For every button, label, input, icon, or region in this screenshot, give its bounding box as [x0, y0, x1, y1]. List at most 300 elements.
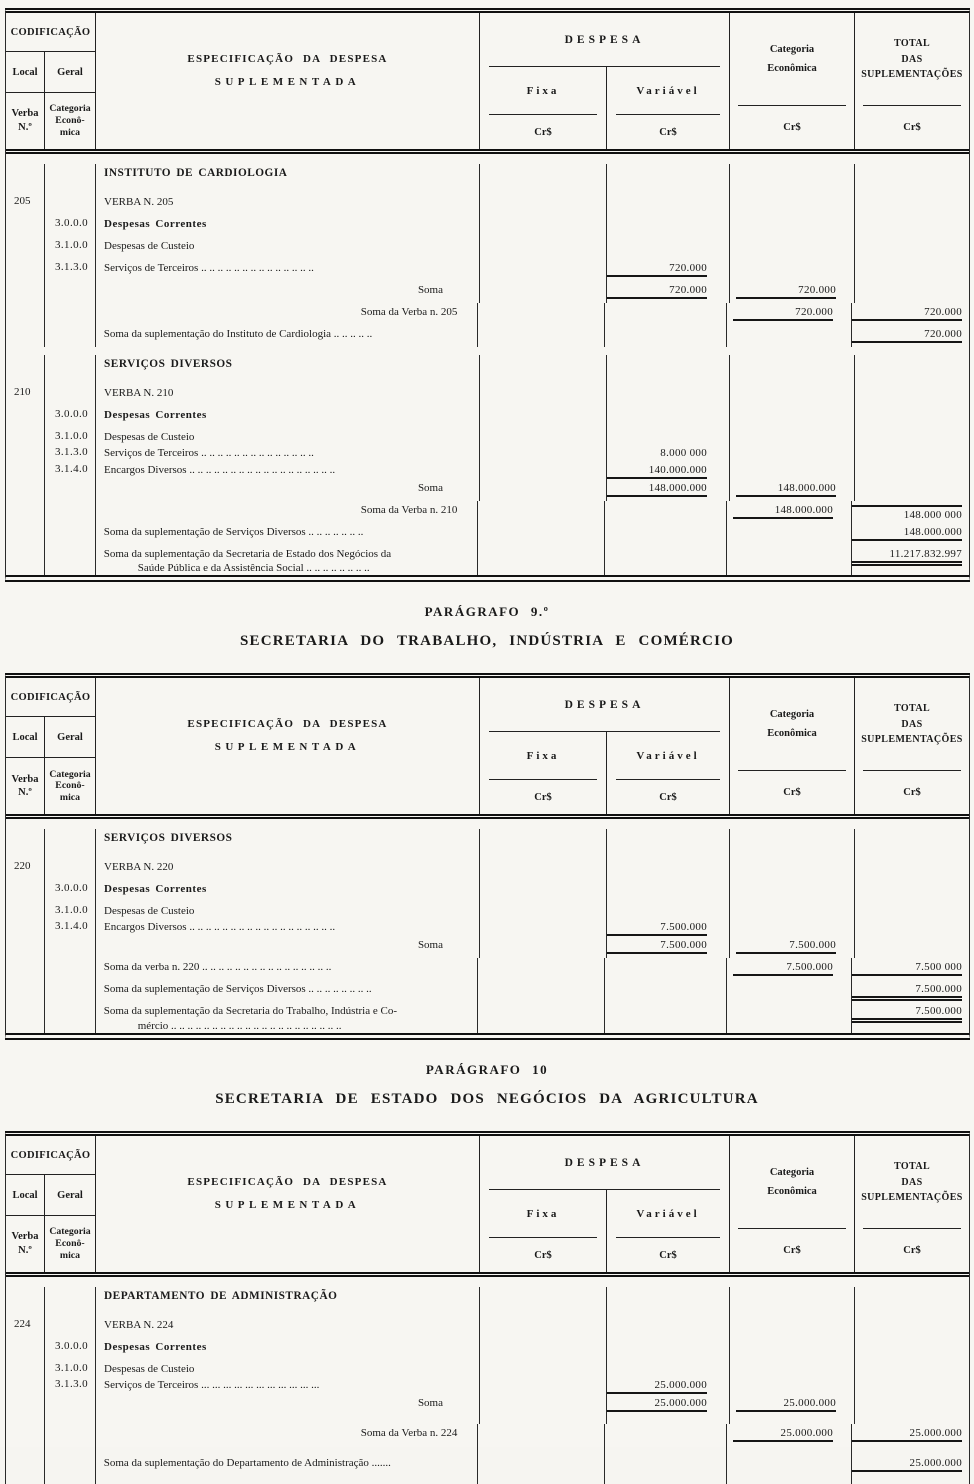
especificacao-cell	[96, 858, 480, 880]
especificacao-text: Despesas Correntes	[104, 883, 207, 896]
amount-cell-fixa	[480, 936, 607, 958]
amount-cell-total	[855, 1316, 969, 1338]
despesa-header-group	[480, 1136, 730, 1272]
especificacao-cell	[96, 479, 480, 501]
amount-cell-variavel	[605, 501, 728, 523]
especificacao-text: Encargos Diversos .. .. .. .. .. .. .. .. .. .. .. .. .. .. .. .. .. ..	[104, 921, 336, 934]
amount-cell-variavel	[607, 829, 730, 858]
currency-label: Cr$	[783, 122, 801, 133]
amount-cell-variavel	[605, 1424, 728, 1454]
amount-cell-total	[855, 902, 969, 918]
amount-cell-total	[855, 1394, 969, 1424]
especificacao-text: Serviços de Terceiros ... ... ... ... ... ... ... ... ... ... ...	[104, 1379, 320, 1392]
especificacao-text: DEPARTAMENTO DE ADMINISTRAÇÃO	[104, 1290, 338, 1303]
table-row	[6, 523, 969, 545]
categoria-code-cell	[45, 479, 96, 501]
amount-cell-fixa	[480, 461, 607, 479]
amount-cell-categoria	[730, 1360, 855, 1376]
amount-cell-fixa	[478, 958, 605, 980]
especificacao-cell	[96, 406, 480, 428]
categoria-code-cell	[45, 1316, 96, 1338]
fixa-label: Fixa	[480, 732, 607, 780]
table-row	[6, 428, 969, 444]
amount-cell-variavel	[607, 479, 730, 501]
despesa-header-group	[480, 678, 730, 814]
amount-cell-total	[855, 880, 969, 902]
amount-cell-variavel	[607, 444, 730, 460]
categoria-code-cell: 3.0.0.0	[45, 406, 96, 428]
amount-cell-variavel	[607, 1394, 730, 1424]
categoria-code-cell	[45, 858, 96, 880]
verba-number-cell	[6, 1454, 45, 1484]
categoria-code-cell	[45, 545, 96, 576]
amount-cell-total	[855, 406, 969, 428]
amount-cell-categoria	[727, 501, 852, 523]
amount-cell-fixa	[480, 444, 607, 460]
categoria-code-cell: 3.1.0.0	[45, 1360, 96, 1376]
verba-number-cell	[6, 1002, 45, 1033]
especificacao-cell	[96, 501, 479, 523]
especificacao-cell	[96, 936, 480, 958]
amount-cell-variavel	[607, 428, 730, 444]
amount-cell-categoria	[727, 958, 852, 980]
especificacao-text: SERVIÇOS DIVERSOS	[104, 832, 233, 845]
especificacao-text: Soma da verba n. 220 .. .. .. .. .. .. .. .. .. .. .. .. .. .. .. ..	[103, 961, 332, 974]
table-row	[6, 259, 969, 281]
amount-cell-total	[852, 325, 969, 347]
amount-variavel: 720.000	[607, 284, 707, 299]
verba-number-cell	[6, 237, 45, 259]
categoria-code-cell: 3.1.0.0	[45, 902, 96, 918]
amount-categoria: 148.000.000	[733, 504, 833, 519]
verba-num-label: Verba N.º	[6, 1216, 45, 1272]
amount-cell-total	[852, 1424, 969, 1454]
geral-label: Geral	[57, 731, 83, 743]
total-suplementacoes-label: TOTAL DAS SUPLEMENTAÇÕES	[855, 1136, 969, 1229]
currency-label: Cr$	[783, 1245, 801, 1257]
table-row	[6, 193, 969, 215]
table-row	[6, 545, 969, 576]
codificacao-column-group	[6, 678, 96, 814]
categoria-economica-sub-label: Categoria Econô- mica	[49, 768, 91, 804]
categoria-economica-label: Categoria Econômica	[730, 13, 854, 106]
amount-cell-fixa	[480, 164, 607, 193]
codificacao-column-group	[6, 1136, 96, 1272]
verba-number-cell	[6, 545, 45, 576]
table-row	[6, 858, 969, 880]
table-row	[6, 325, 969, 347]
amount-cell-categoria	[730, 829, 855, 858]
table-row	[6, 303, 969, 325]
categoria-code-cell: 3.1.3.0	[45, 444, 96, 460]
especificacao-text-continued: Saúde Pública e da Assistência Social .. .. .. .. .. .. .. ..	[137, 561, 370, 574]
amount-cell-fixa	[480, 1287, 607, 1316]
especificacao-text: Soma da Verba n. 224	[360, 1427, 458, 1440]
amount-cell-categoria	[730, 918, 855, 936]
amount-cell-fixa	[478, 1002, 605, 1033]
currency-label: Cr$	[659, 791, 677, 803]
categoria-economica-header	[730, 1136, 855, 1272]
amount-cell-total	[852, 1454, 969, 1484]
amount-cell-variavel	[607, 406, 730, 428]
amount-cell-categoria	[727, 325, 852, 347]
amount-cell-total	[855, 479, 969, 501]
especificacao-cell	[96, 980, 479, 1002]
categoria-code-cell	[45, 523, 96, 545]
amount-cell-fixa	[478, 1454, 605, 1484]
amount-cell-total	[855, 1338, 969, 1360]
amount-variavel: 7.500.000	[607, 939, 707, 954]
especificacao-text: Soma da suplementação da Secretaria do Trabalho, Indústria e Co-	[103, 1005, 398, 1018]
table-row	[6, 384, 969, 406]
amount-cell-categoria	[730, 164, 855, 193]
amount-cell-variavel	[607, 384, 730, 406]
amount-cell-total	[852, 958, 969, 980]
categoria-economica-label: Categoria Econômica	[730, 678, 854, 771]
especificacao-text: SERVIÇOS DIVERSOS	[104, 358, 233, 370]
categoria-code-cell	[45, 1002, 96, 1033]
especificacao-header: ESPECIFICAÇÃO DA DESPESA SUPLEMENTADA	[96, 13, 480, 149]
especificacao-cell	[96, 259, 480, 281]
verba-categoria-row	[6, 1216, 95, 1272]
especificacao-cell	[96, 325, 479, 347]
amount-cell-variavel	[605, 980, 728, 1002]
amount-cell-variavel	[607, 1360, 730, 1376]
categoria-economica-header	[730, 13, 855, 149]
categoria-code-cell	[45, 980, 96, 1002]
amount-variavel: 140.000.000	[607, 464, 707, 479]
amount-cell-categoria	[730, 880, 855, 902]
table-row	[6, 1002, 969, 1033]
currency-label: Cr$	[659, 1249, 677, 1261]
amount-cell-variavel	[607, 1338, 730, 1360]
especificacao-cell	[96, 902, 480, 918]
amount-cell-total	[855, 193, 969, 215]
verba-number-cell	[6, 918, 45, 936]
amount-variavel: 8.000 000	[660, 447, 707, 460]
despesa-label: DESPESA	[480, 13, 729, 67]
fixa-label: Fixa	[480, 1190, 607, 1238]
amount-cell-categoria	[730, 1338, 855, 1360]
especificacao-text: Despesas Correntes	[104, 218, 207, 230]
amount-cell-fixa	[478, 980, 605, 1002]
especificacao-cell	[96, 355, 480, 384]
table-row	[6, 1376, 969, 1394]
currency-label: Cr$	[480, 115, 607, 149]
amount-cell-total	[855, 858, 969, 880]
categoria-code-cell: 3.0.0.0	[45, 880, 96, 902]
categoria-code-cell	[45, 1424, 96, 1454]
table-row	[6, 156, 969, 193]
amount-cell-variavel	[605, 958, 728, 980]
verba-number-cell	[6, 259, 45, 281]
verba-number-cell	[6, 501, 45, 523]
especificacao-text: VERBA N. 210	[104, 387, 174, 399]
verba-number-cell	[6, 1424, 45, 1454]
table-header	[6, 678, 969, 819]
table-row	[6, 444, 969, 460]
amount-cell-categoria	[730, 444, 855, 460]
amount-cell-total	[855, 281, 969, 303]
amount-cell-fixa	[478, 303, 605, 325]
especificacao-cell	[96, 237, 480, 259]
especificacao-text: Despesas de Custeio	[104, 240, 195, 252]
especificacao-text: Soma da suplementação de Serviços Diversos .. .. .. .. .. .. .. ..	[103, 983, 372, 996]
local-geral-row	[6, 1175, 95, 1216]
amount-cell-fixa	[480, 858, 607, 880]
amount-cell-fixa	[480, 479, 607, 501]
especificacao-text: Soma da suplementação da Secretaria de Estado dos Negócios da	[103, 547, 392, 560]
amount-cell-fixa	[478, 523, 605, 545]
categoria-code-cell: 3.1.0.0	[45, 428, 96, 444]
especificacao-text: Soma da Verba n. 210	[360, 503, 458, 516]
especificacao-cell	[96, 523, 479, 545]
amount-categoria: 720.000	[736, 284, 836, 299]
verba-number-cell: 205	[6, 193, 45, 215]
amount-cell-total	[852, 303, 969, 325]
currency-row	[480, 115, 729, 149]
total-suplementacoes-label: TOTAL DAS SUPLEMENTAÇÕES	[855, 13, 969, 106]
verba-number-cell	[6, 215, 45, 237]
especificacao-text-continued: mércio .. .. .. .. .. .. .. .. .. .. .. .. .. .. .. .. .. .. .. .. ..	[137, 1019, 342, 1032]
especificacao-text: INSTITUTO DE CARDIOLOGIA	[104, 167, 288, 179]
currency-row	[480, 1238, 729, 1272]
amount-cell-fixa	[480, 237, 607, 259]
amount-cell-total	[852, 1002, 969, 1033]
amount-cell-fixa	[480, 880, 607, 902]
secretaria-heading: SECRETARIA DE ESTADO DOS NEGÓCIOS DA AGRICULTURA	[215, 1091, 759, 1108]
amount-cell-categoria	[730, 1316, 855, 1338]
variavel-label: Variável	[607, 1190, 729, 1238]
verba-categoria-row	[6, 758, 95, 814]
especificacao-text: Despesas Correntes	[104, 1341, 207, 1354]
amount-cell-fixa	[480, 1338, 607, 1360]
fixa-variavel-row	[480, 1190, 729, 1238]
amount-cell-fixa	[478, 1424, 605, 1454]
especificacao-cell	[96, 384, 480, 406]
currency-label: Cr$	[783, 787, 801, 799]
amount-cell-fixa	[480, 829, 607, 858]
verba-number-cell	[6, 523, 45, 545]
especificacao-cell	[96, 545, 479, 576]
amount-cell-variavel	[607, 193, 730, 215]
especificacao-text: Soma da suplementação de Serviços Diversos .. .. .. .. .. .. ..	[103, 525, 364, 538]
verba-number-cell	[6, 1287, 45, 1316]
amount-cell-categoria	[730, 406, 855, 428]
amount-cell-variavel	[607, 281, 730, 303]
table-row	[6, 1316, 969, 1338]
especificacao-text: Soma	[417, 284, 443, 296]
amount-total: 720.000	[852, 306, 962, 321]
verba-number-cell	[6, 936, 45, 958]
currency-label: Cr$	[659, 126, 677, 138]
table-row	[6, 1424, 969, 1454]
variavel-label: Variável	[607, 67, 729, 115]
currency-label: Cr$	[480, 1238, 607, 1272]
amount-total: 7.500.000	[852, 983, 962, 998]
amount-cell-total	[855, 237, 969, 259]
especificacao-cell	[96, 1287, 480, 1316]
amount-cell-variavel	[607, 902, 730, 918]
amount-cell-fixa	[480, 902, 607, 918]
especificacao-cell	[96, 461, 480, 479]
section-break	[0, 604, 974, 650]
amount-cell-variavel	[607, 918, 730, 936]
categoria-code-cell: 3.1.3.0	[45, 259, 96, 281]
amount-cell-categoria	[727, 523, 852, 545]
table-row	[6, 215, 969, 237]
total-suplementacoes-label: TOTAL DAS SUPLEMENTAÇÕES	[855, 678, 969, 771]
fixa-variavel-row	[480, 67, 729, 115]
amount-cell-categoria	[730, 193, 855, 215]
verba-number-cell	[6, 164, 45, 193]
codificacao-column-group	[6, 13, 96, 149]
despesa-label: DESPESA	[480, 678, 729, 732]
amount-cell-fixa	[480, 355, 607, 384]
amount-cell-total	[852, 545, 969, 576]
amount-cell-categoria	[727, 1424, 852, 1454]
total-suplementacoes-header	[855, 1136, 969, 1272]
verba-number-cell: 210	[6, 384, 45, 406]
especificacao-cell	[96, 1454, 479, 1484]
amount-total: 7.500 000	[852, 961, 962, 976]
categoria-economica-label: Categoria Econômica	[730, 1136, 854, 1229]
especificacao-text: Soma	[417, 481, 443, 494]
local-label: Local	[6, 717, 45, 757]
amount-cell-fixa	[480, 281, 607, 303]
amount-cell-categoria	[730, 1394, 855, 1424]
amount-variavel: 148.000.000	[607, 482, 707, 497]
section-break	[0, 1062, 974, 1108]
amount-cell-total	[855, 355, 969, 384]
especificacao-text: Soma	[417, 1397, 443, 1410]
especificacao-cell	[96, 164, 480, 193]
amount-cell-variavel	[605, 303, 728, 325]
local-label: Local	[6, 1175, 45, 1215]
amount-cell-total	[855, 461, 969, 479]
especificacao-text: Serviços de Terceiros .. .. .. .. .. .. .. .. .. .. .. .. .. ..	[104, 447, 314, 460]
amount-total: 25.000.000	[852, 1427, 962, 1442]
amount-categoria: 720.000	[733, 306, 833, 321]
verba-number-cell	[6, 461, 45, 479]
amount-cell-categoria	[727, 980, 852, 1002]
table-row	[6, 281, 969, 303]
table-row	[6, 880, 969, 902]
amount-cell-categoria	[727, 303, 852, 325]
especificacao-cell	[96, 193, 480, 215]
verba-number-cell	[6, 1338, 45, 1360]
amount-cell-variavel	[605, 1454, 728, 1484]
amount-cell-variavel	[605, 325, 728, 347]
categoria-code-cell: 3.1.3.0	[45, 1376, 96, 1394]
especificacao-text: Serviços de Terceiros .. .. .. .. .. .. .. .. .. .. .. .. .. ..	[104, 262, 314, 274]
amount-cell-variavel	[605, 523, 728, 545]
amount-cell-variavel	[607, 1287, 730, 1316]
amount-total: 25.000.000	[852, 1457, 962, 1472]
categoria-code-cell	[45, 501, 96, 523]
categoria-code-cell	[45, 281, 96, 303]
verba-number-cell	[6, 980, 45, 1002]
verba-number-cell	[6, 902, 45, 918]
verba-number-cell	[6, 880, 45, 902]
especificacao-cell	[96, 215, 480, 237]
amount-cell-total	[855, 428, 969, 444]
total-suplementacoes-header	[855, 678, 969, 814]
table-body	[6, 1277, 969, 1484]
amount-total: 720.000	[852, 328, 962, 343]
amount-cell-total	[855, 918, 969, 936]
table-row	[6, 237, 969, 259]
especificacao-cell	[96, 829, 480, 858]
table-body	[6, 819, 969, 1033]
table-row	[6, 1360, 969, 1376]
categoria-code-cell	[45, 1287, 96, 1316]
especificacao-cell	[96, 1394, 480, 1424]
amount-cell-variavel	[607, 858, 730, 880]
especificacao-cell	[96, 303, 479, 325]
amount-cell-variavel	[607, 237, 730, 259]
especificacao-text: Despesas de Custeio	[104, 905, 195, 918]
verba-number-cell	[6, 479, 45, 501]
amount-cell-fixa	[480, 1360, 607, 1376]
amount-cell-total	[855, 444, 969, 460]
categoria-economica-sub-label: Categoria Econô- mica	[49, 103, 91, 138]
especificacao-text: VERBA N. 220	[104, 861, 174, 874]
amount-variavel: 25.000.000	[607, 1379, 707, 1394]
amount-cell-fixa	[480, 918, 607, 936]
verba-number-cell	[6, 281, 45, 303]
verba-number-cell	[6, 1360, 45, 1376]
categoria-code-cell	[45, 164, 96, 193]
table-row	[6, 936, 969, 958]
categoria-code-cell	[45, 829, 96, 858]
categoria-code-cell	[45, 1454, 96, 1484]
table-row	[6, 1338, 969, 1360]
amount-cell-total	[852, 980, 969, 1002]
despesa-label: DESPESA	[480, 1136, 729, 1190]
amount-cell-categoria	[730, 237, 855, 259]
codificacao-label: CODIFICAÇÃO	[6, 1136, 95, 1175]
amount-cell-categoria	[730, 428, 855, 444]
table-row	[6, 461, 969, 479]
currency-label: Cr$	[480, 780, 607, 814]
amount-categoria: 148.000.000	[736, 482, 836, 497]
local-geral-row	[6, 717, 95, 758]
verba-number-cell	[6, 355, 45, 384]
categoria-code-cell	[45, 384, 96, 406]
amount-cell-fixa	[480, 384, 607, 406]
amount-total: 7.500.000	[852, 1005, 962, 1020]
amount-cell-fixa	[480, 428, 607, 444]
amount-cell-total	[855, 1376, 969, 1394]
categoria-economica-header	[730, 678, 855, 814]
table-row	[6, 958, 969, 980]
amount-cell-total	[855, 1287, 969, 1316]
amount-cell-categoria	[730, 384, 855, 406]
amount-cell-categoria	[730, 461, 855, 479]
amount-cell-fixa	[480, 193, 607, 215]
especificacao-cell	[96, 1002, 479, 1033]
amount-variavel: 720.000	[607, 262, 707, 277]
amount-cell-fixa	[480, 1376, 607, 1394]
currency-label: Cr$	[903, 122, 921, 133]
especificacao-header: ESPECIFICAÇÃO DA DESPESA SUPLEMENTADA	[96, 1136, 480, 1272]
amount-variavel: 7.500.000	[607, 921, 707, 936]
table-row	[6, 902, 969, 918]
amount-cell-fixa	[478, 325, 605, 347]
amount-total: 11.217.832.997	[852, 548, 962, 563]
local-label: Local	[6, 52, 45, 92]
